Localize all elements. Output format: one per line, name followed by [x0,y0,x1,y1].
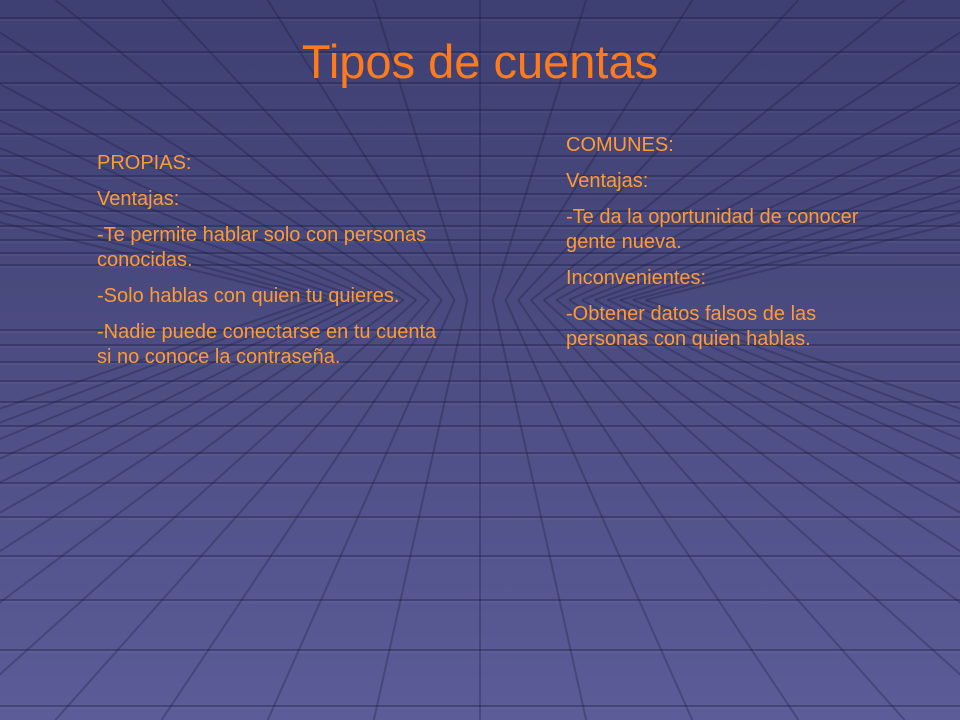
propias-column [97,151,442,381]
comunes-inconvenientes-label: Inconvenientes: [566,267,707,289]
slide-title: Tipos de cuentas [301,35,659,88]
comunes-inconvenientes-item: -Obtener datos falsos de las personas con quien hablas. [566,303,817,350]
propias-heading: PROPIAS: [97,152,192,174]
propias-item: -Solo hablas con quien tu quieres. [97,285,400,307]
comunes-ventajas-item: -Te da la oportunidad de conocer gente nueva. [566,206,859,253]
comunes-heading: COMUNES: [566,134,674,156]
propias-item: -Nadie puede conectarse en tu cuenta si no conoce la contraseña. [97,321,437,368]
comunes-ventajas-label: Ventajas: [566,170,649,192]
comunes-column [566,133,866,363]
propias-item: -Te permite hablar solo con personas conocidas. [97,224,427,271]
propias-ventajas-label: Ventajas: [97,188,180,210]
